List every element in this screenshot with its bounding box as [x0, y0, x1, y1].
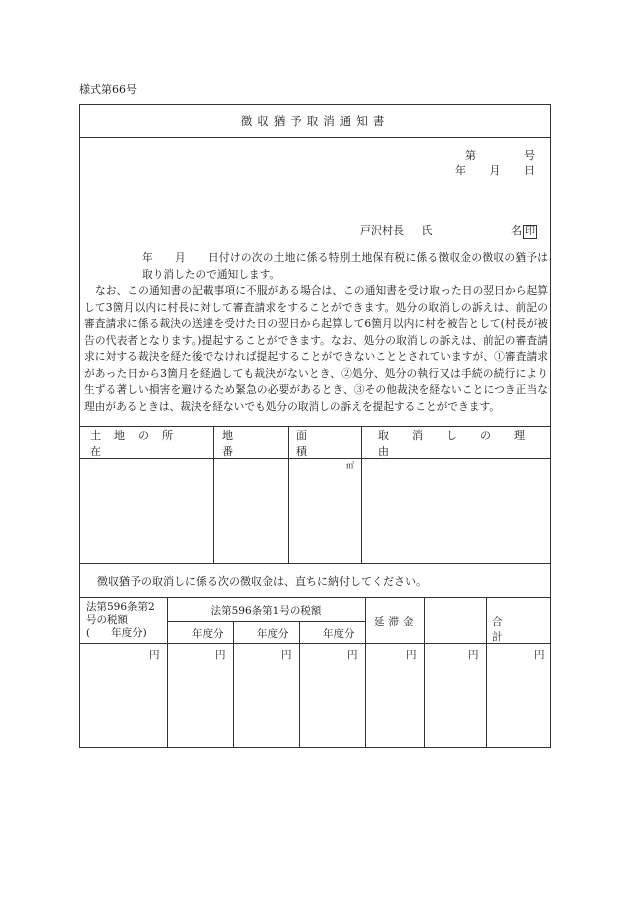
intro-text: 年 月 日付けの次の土地に係る特別土地保有税に係る徴収金の徴収の猶予は取り消したので通知します。 [142, 251, 548, 281]
header-lot-number [222, 427, 282, 458]
header-lot-char: 地番 [222, 428, 267, 458]
header-area: 面積 [296, 428, 337, 458]
yen-col5: 円 [406, 649, 417, 661]
number-prefix: 第 [465, 149, 476, 162]
payment-note: 徴収猶予の取消しに係る次の徴収金は、直ちに納付してください。 [97, 575, 427, 588]
divider [424, 597, 425, 748]
divider [213, 426, 214, 563]
col1-header [86, 601, 155, 640]
date-year: 年 [455, 164, 466, 177]
seal-box: 印 [525, 226, 535, 237]
year-label-2: 年度分 [257, 628, 289, 640]
yen-col2: 円 [215, 649, 226, 661]
header-location: 土地の所在 [90, 428, 186, 458]
name-label: 名 [511, 224, 522, 237]
late-fee-header: 延滞金 [374, 616, 418, 628]
yen-col4: 円 [347, 649, 358, 661]
divider [365, 597, 366, 748]
addressee-honorific: 氏 [421, 224, 433, 237]
col1-line1: 法第596条第2 [86, 601, 155, 613]
addressee-name: 戸沢村長 [360, 224, 404, 237]
divider [361, 426, 362, 563]
year-label-1: 年度分 [192, 628, 224, 640]
divider [79, 563, 551, 564]
col1-line2: 号の税額 [86, 614, 128, 626]
year-label-3: 年度分 [323, 628, 355, 640]
col1-line3: ( 年度分) [86, 627, 147, 639]
document-title: 徴収猶予取消通知書 [240, 114, 390, 128]
number-suffix: 号 [524, 149, 535, 162]
divider [299, 621, 300, 748]
addressee [360, 222, 537, 239]
form-number: 様式第66号 [79, 83, 137, 96]
notice-paragraph: なお、この通知書の記載事項に不服がある場合は、この通知書を受け取った日の翌日から起算して3箇月以内に村長に対して審査請求をすることができます。処分の取消しの訴えは、前記の審査請求に係る裁決の送達を受けた日の翌日から起算して6箇月以内に村を被告として(村長が被告の代表者となります。)提起することができます。なお、処分の取消しの訴えは、前記の審査請求に対する裁決を経た後でなければ提起することができないこととされていますが、①審査請求があった日から3箇月を経過しても裁決がないとき、②処分、処分の執行又は手続の続行により生ずる著しい損害を避けるため緊急の必要があるとき、③その他裁決を経ないことにつき正当な理由があるときは、裁決を経ないでも処分の取消しの訴えを提起することができます。 [84, 284, 548, 413]
divider [167, 621, 365, 622]
divider [79, 643, 551, 644]
notice-body [84, 250, 548, 415]
divider [79, 597, 551, 598]
yen-col6: 円 [468, 649, 479, 661]
date-line [430, 162, 535, 178]
date-day: 日 [524, 164, 535, 177]
date-month: 月 [489, 164, 501, 177]
divider [486, 597, 487, 748]
yen-col3: 円 [281, 649, 292, 661]
divider [233, 621, 234, 748]
number-line [430, 147, 535, 163]
divider [79, 137, 551, 138]
col-group-header: 法第596条第1号の税額 [210, 605, 322, 617]
yen-col1: 円 [149, 649, 160, 661]
divider [167, 597, 168, 748]
total-header: 合計 [492, 616, 531, 643]
divider [288, 426, 289, 563]
yen-col7: 円 [534, 649, 545, 661]
area-unit: ㎡ [346, 461, 354, 470]
header-reason: 取消しの理由 [378, 428, 548, 458]
